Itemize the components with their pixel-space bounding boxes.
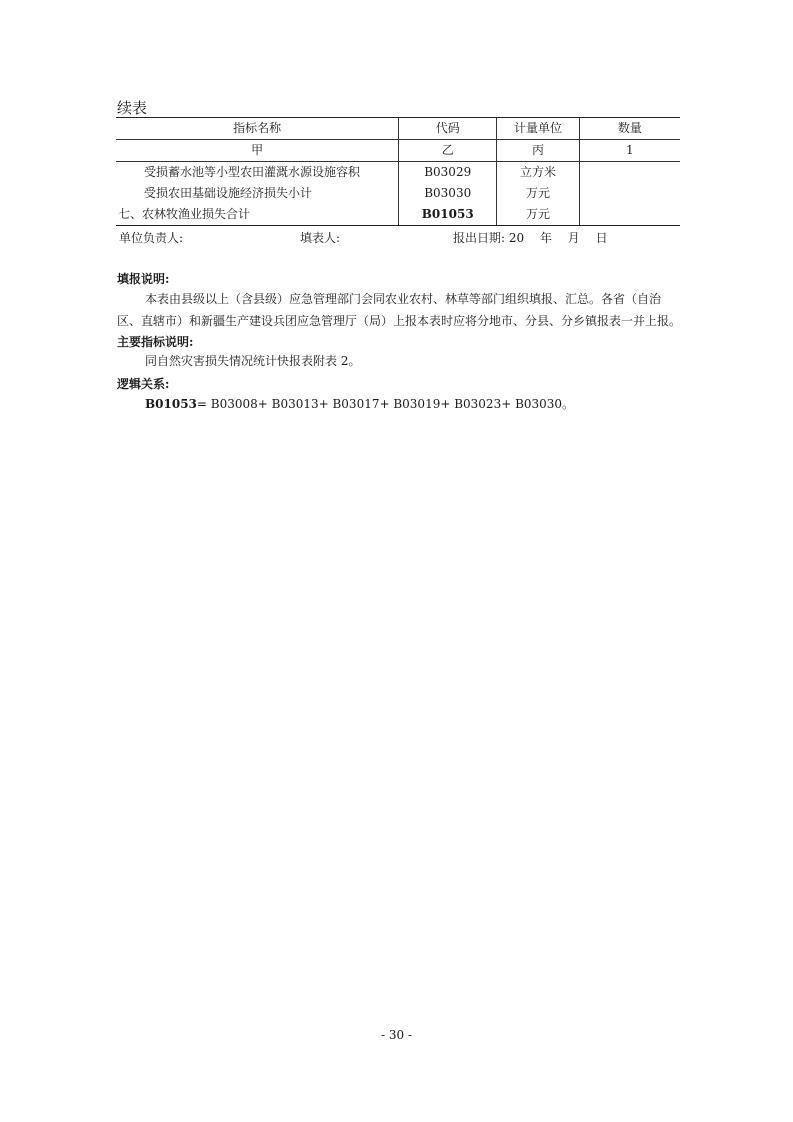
row-quantity [579, 183, 680, 204]
header-code: 代码 [399, 118, 497, 140]
subheader-one: 1 [579, 140, 680, 162]
row-unit: 立方米 [497, 162, 579, 184]
row-code: B03029 [399, 162, 497, 184]
logic-relation-title: 逻辑关系: [117, 377, 170, 391]
row-name: 受损农田基础设施经济损失小计 [116, 183, 399, 204]
table-row [116, 183, 680, 204]
header-unit: 计量单位 [497, 118, 579, 140]
subheader-bing: 丙 [497, 140, 579, 162]
table-header-row [116, 118, 680, 140]
filler-label: 填表人: [300, 231, 341, 245]
subheader-yi: 乙 [399, 140, 497, 162]
table-row-total [116, 204, 680, 226]
row-name: 受损蓄水池等小型农田灌溉水源设施容积 [116, 162, 399, 184]
logic-relation-text [117, 393, 681, 415]
subheader-jia: 甲 [116, 140, 399, 162]
row-code: B01053 [399, 204, 497, 226]
fill-instructions-text: 本表由县级以上（含县级）应急管理部门会同农业农村、林草等部门组织填报、汇总。各省（自治区、直辖市）和新疆生产建设兵团应急管理厅（局）上报本表时应将分地市、分县、分乡镇报表一并上报。 [117, 292, 682, 328]
logic-formula: = B03008+ B03013+ B03017+ B03019+ B03023+ B03030。 [196, 397, 575, 411]
logic-total-code: B01053 [145, 397, 197, 411]
header-indicator-name: 指标名称 [116, 118, 399, 140]
row-code: B03030 [399, 183, 497, 204]
header-quantity: 数量 [579, 118, 680, 140]
row-unit: 万元 [497, 204, 579, 226]
unit-head-label: 单位负责人: [119, 231, 184, 245]
row-quantity [579, 204, 680, 226]
table-subheader-row [116, 140, 680, 162]
indicator-notes-title: 主要指标说明: [117, 335, 194, 349]
continuation-label: 续表 [117, 99, 148, 117]
report-date-label: 报出日期: 20 年 月 日 [453, 231, 608, 245]
table-row [116, 162, 680, 184]
row-quantity [579, 162, 680, 184]
row-name: 七、农林牧渔业损失合计 [116, 204, 399, 226]
row-unit: 万元 [497, 183, 579, 204]
indicator-notes-text: 同自然灾害损失情况统计快报表附表 2。 [145, 354, 361, 368]
page-number: - 30 - [380, 1028, 412, 1042]
indicator-table [116, 117, 680, 226]
fill-instructions-title: 填报说明: [117, 272, 170, 286]
